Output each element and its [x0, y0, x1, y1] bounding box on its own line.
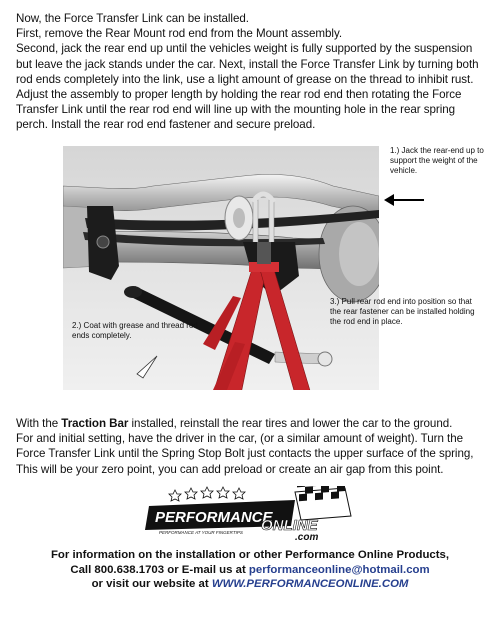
installation-illustration — [63, 146, 379, 390]
logo-tagline: PERFORMANCE AT YOUR FINGERTIPS — [159, 530, 243, 535]
callout-rod-end: 3.) Pull rear rod end into position so that the rear fastener can be installed holding the rod end in place. — [330, 297, 475, 327]
contact-info — [0, 548, 500, 592]
performance-online-logo — [145, 486, 355, 544]
email-link[interactable]: performanceonline@hotmail.com — [248, 563, 430, 576]
final-instructions — [16, 416, 488, 477]
intro-line-1: Now, the Force Transfer Link can be installed. — [16, 12, 249, 25]
intro-line-3: Second, jack the rear end up until the vehicles weight is fully supported by the suspension but leave the jack stands under the car. Next, install the Force Transfer Link by turning both rod ends completely into the link, use a light amount of grease on the thread to inhibit rust. Adjust the assembly to proper length by holding the rear rod end then rotating the Force Transfer Link until the rear rod end will line up with the mounting hole in the rear spring perch. Install the rear rod end fastener and secure preload. — [16, 42, 479, 132]
contact-line-1: For information on the installation or other Performance Online Products, — [50, 549, 450, 561]
callout-arrow-icon — [384, 190, 426, 210]
contact-website-prefix: or visit our website at — [91, 578, 212, 591]
contact-line-2 — [0, 563, 500, 578]
callout-jack: 1.) Jack the rear-end up to support the weight of the vehicle. — [390, 146, 484, 176]
traction-bar-label: Traction Bar — [61, 417, 129, 430]
bottom-suffix: installed, reinstall the rear tires and lower the car to the ground. — [128, 417, 453, 430]
callout-grease: 2.) Coat with grease and thread rod ends completely. — [72, 321, 198, 341]
contact-phone-text: Call 800.638.1703 or E-mail us at — [70, 563, 249, 576]
logo-word-1: PERFORMANCE — [155, 509, 273, 526]
bottom-line-2: For and initial setting, have the driver in the car, (or a similar amount of weight). Turn the Force Transfer Link until the Spring Stop Bolt just contacts the upper surface of the spring, This will be your zero point, you can add preload or create an air gap from this point. — [16, 432, 474, 476]
intro-line-2: First, remove the Rear Mount rod end from the Mount assembly. — [16, 27, 343, 41]
bottom-line-1 — [16, 416, 488, 431]
website-link[interactable]: WWW.PERFORMANCEONLINE.COM — [211, 578, 409, 591]
logo-word-2: ONLINE — [261, 517, 318, 534]
installation-photo — [63, 146, 379, 390]
intro-instructions — [16, 11, 488, 133]
bottom-prefix: With the — [16, 417, 62, 430]
contact-line-3 — [0, 577, 500, 592]
logo-suffix: .com — [295, 532, 319, 543]
